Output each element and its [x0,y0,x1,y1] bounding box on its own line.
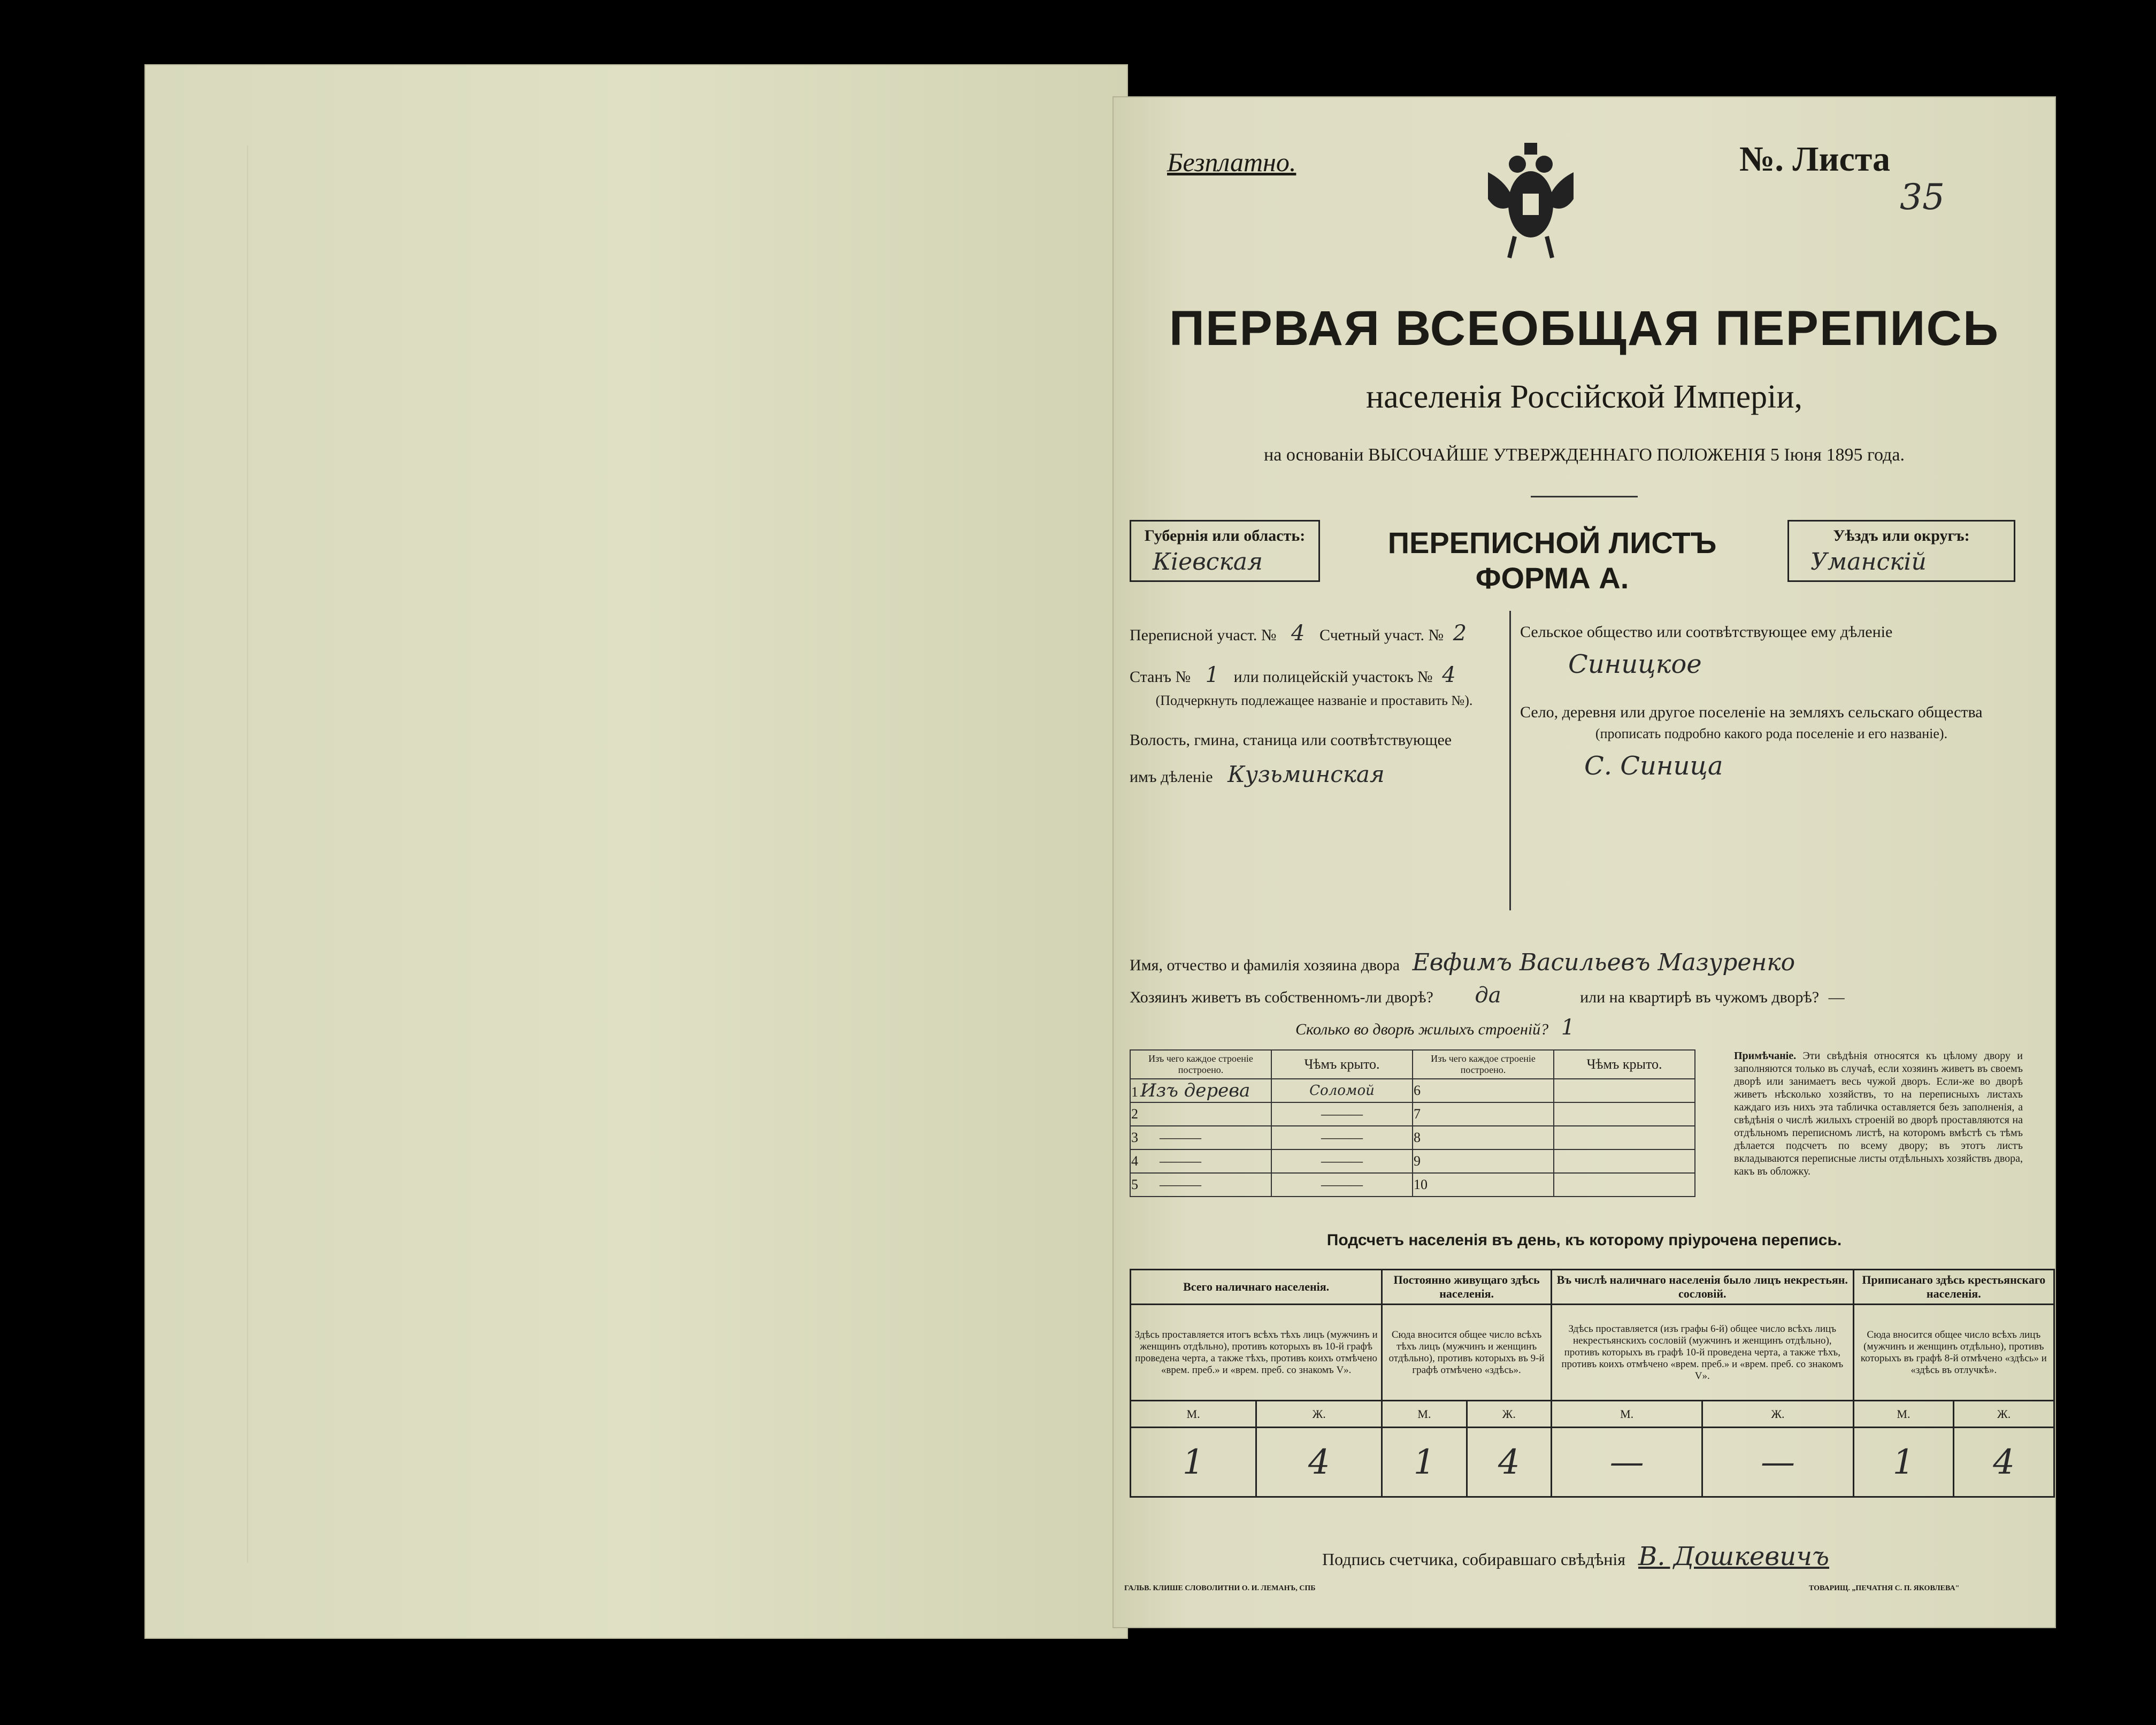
count-desc-registered: Сюда вносится общее число всѣхъ лицъ (мужчинъ и женщинъ отдѣльно), противъ которыхъ въ графѣ 8-й отмѣчено «здѣсь» и «здѣсь въ отлучкѣ». [1853,1305,2054,1401]
signature-row [1322,1542,1829,1571]
stan-label: Станъ № [1130,668,1191,686]
buildings-table [1130,1049,1695,1197]
population-count-table [1130,1269,2055,1498]
row-number: 10 [1413,1173,1554,1197]
district-fields [1130,622,1499,789]
uezd-box [1787,520,2015,582]
roof-cell [1554,1173,1695,1197]
note-block [1734,1049,2023,1178]
uezd-label: Уѣздъ или округъ: [1833,527,1970,545]
permanent-female-value: 4 [1467,1428,1551,1497]
material-value: Изъ дерева [1140,1080,1250,1101]
roof-cell [1554,1126,1695,1149]
free-label: Безплатно. [1167,147,1296,177]
sheet-form: ФОРМА А. [1475,561,1629,595]
census-main-title: ПЕРВАЯ ВСЕОБЩАЯ ПЕРЕПИСЬ [1169,301,2000,356]
roof-value: Соломой [1271,1079,1413,1102]
owner-label: Имя, отчество и фамилія хозяина двора [1130,956,1400,974]
buildings-header-material: Изъ чего каждое строеніе построено. [1130,1050,1271,1079]
total-male-value: 1 [1131,1428,1256,1497]
society-label: Сельское общество или соотвѣтствующее ему дѣленіе [1520,623,1893,641]
count-head-non-peasant: Въ числѣ наличнаго населенія было лицъ некрестьян. сословій. [1551,1270,1853,1305]
roof-value: ——— [1271,1102,1413,1126]
row-number: 5 [1131,1177,1138,1192]
male-label: М. [1131,1401,1256,1428]
village-value: С. Синица [1584,751,1723,781]
registered-male-value: 1 [1853,1428,1954,1497]
census-area-row [1130,622,1499,647]
non-peasant-male-value: — [1551,1428,1702,1497]
table-row [1130,1102,1695,1126]
left-page [144,64,1128,1639]
uezd-value: Уманскій [1810,548,1927,576]
note-label: Примѣчаніе. [1734,1050,1797,1062]
table-row [1130,1173,1695,1197]
row-number: 6 [1413,1079,1554,1102]
female-label: Ж. [1467,1401,1551,1428]
material-value: ——— [1160,1177,1201,1192]
bleed-through-lines [247,145,1104,1563]
gubernia-label: Губернія или область: [1144,527,1306,545]
sheet-number-label: №. Листа [1739,140,1891,179]
police-note: (Подчеркнуть подлежащее названіе и проставить №). [1155,693,1473,708]
buildings-header-material-2: Изъ чего каждое строеніе построено. [1413,1050,1554,1079]
row-number: 2 [1131,1106,1138,1122]
row-number: 1 [1131,1084,1138,1100]
male-label: М. [1853,1401,1954,1428]
rent-value: — [1828,988,1845,1006]
census-area-value: 4 [1291,621,1305,646]
count-head-total: Всего наличнаго населенія. [1131,1270,1382,1305]
female-label: Ж. [1954,1401,2054,1428]
owner-fields [1130,948,2028,1045]
count-title: Подсчетъ населенія въ день, къ которому пріурочена перепись. [1326,1231,1842,1249]
ornament-divider [1531,496,1638,497]
stan-value: 1 [1205,663,1219,687]
roof-cell [1554,1079,1695,1102]
count-desc-non-peasant: Здѣсь проставляется (изъ графы 6-й) общее число всѣхъ лицъ некрестьянскихъ сословій (мужчинъ и женщинъ отдѣльно), противъ которыхъ въ графѣ 10-й проведена черта, а также тѣхъ, противъ коихъ отмѣчено «врем. преб.» и «врем. преб. со знакомъ V». [1551,1305,1853,1401]
volost-label-2: имъ дѣленіе [1130,768,1213,786]
count-area-value: 2 [1453,621,1467,646]
census-subtitle: населенія Россійской Имперіи, [1365,379,1803,415]
non-peasant-female-value: — [1702,1428,1853,1497]
permanent-male-value: 1 [1382,1428,1467,1497]
sheet-name-block [1328,525,1777,596]
roof-cell [1554,1102,1695,1126]
imperial-eagle-emblem [1477,135,1584,263]
gubernia-box [1130,520,1320,582]
buildings-row [1295,1013,2028,1045]
society-value: Синицкое [1568,649,1702,679]
female-label: Ж. [1256,1401,1382,1428]
buildings-header-roof: Чѣмъ крыто. [1271,1050,1413,1079]
field-divider [1509,611,1511,910]
table-row [1130,1149,1695,1173]
male-label: М. [1551,1401,1702,1428]
material-value: ——— [1160,1153,1201,1169]
row-number: 7 [1413,1102,1554,1126]
volost-label: Волость, гмина, станица или соотвѣтствующее [1130,731,1452,749]
village-label: Село, деревня или другое поселеніе на земляхъ сельскаго общества [1520,703,1983,721]
volost-value: Кузьминская [1227,761,1385,787]
census-sheet-page [1112,96,2056,1628]
count-head-registered: Приписанаго здѣсь крестьянскаго населенія. [1853,1270,2054,1305]
count-head-permanent: Постоянно живущаго здѣсь населенія. [1382,1270,1552,1305]
row-number: 9 [1413,1149,1554,1173]
own-yard-label: Хозяинъ живетъ въ собственномъ-ли дворѣ? [1130,988,1433,1006]
owner-row [1130,948,2028,980]
buildings-header-roof-2: Чѣмъ крыто. [1554,1050,1695,1079]
roof-value: ——— [1271,1149,1413,1173]
printer-left: ГАЛЬВ. КЛИШЕ СЛОВОЛИТНИ О. И. ЛЕМАНЪ, СПБ [1124,1584,1316,1592]
registered-female-value: 4 [1954,1428,2054,1497]
buildings-label: Сколько во дворѣ жилыхъ строеній? [1295,1021,1549,1038]
roof-cell [1554,1149,1695,1173]
printer-right: ТОВАРИЩ. „ПЕЧАТНЯ С. П. ЯКОВЛЕВА" [1809,1584,1960,1592]
roof-value: ——— [1271,1126,1413,1149]
census-area-label: Переписной участ. № [1130,626,1277,644]
census-basis: на основаніи ВЫСОЧАЙШЕ УТВЕРЖДЕННАГО ПОЛОЖЕНІЯ 5 Іюня 1895 года. [1264,445,1905,465]
roof-value: ——— [1271,1173,1413,1197]
village-note: (прописать подробно какого рода поселеніе и его названіе). [1595,726,1948,741]
sheet-number-value: 35 [1900,177,1945,218]
buildings-value: 1 [1561,1015,1575,1040]
signature-label: Подпись счетчика, собиравшаго свѣдѣнія [1322,1550,1626,1569]
row-number: 3 [1131,1130,1138,1145]
row-number: 8 [1413,1126,1554,1149]
volost-row [1130,763,1499,789]
yard-row [1130,980,2028,1013]
owner-value: Евфимъ Васильевъ Мазуренко [1412,949,1796,976]
female-label: Ж. [1702,1401,1853,1428]
gubernia-value: Кіевская [1153,548,1263,576]
signature-value: В. Дошкевичъ [1638,1542,1829,1571]
police-label: или полицейскій участокъ № [1233,668,1433,686]
note-text: Эти свѣдѣнія относятся къ цѣлому двору и заполняются только въ случаѣ, если хозяинъ живетъ въ своемъ дворѣ или занимаетъ весь чужой дворъ. Если-же во дворѣ живетъ нѣсколько хозяйствъ, то на переписныхъ листахъ каждаго изъ нихъ эта табличка оставляется безъ заполненія, а свѣдѣнія о числѣ жилыхъ строеній во дворѣ проставляются на отдѣльномъ переписномъ листѣ, на которомъ вмѣстѣ съ тѣмъ дѣлается подсчетъ по всему двору; въ этотъ листъ вкладываются переписные листы отдѣльныхъ хозяйствъ двора, какъ въ обложку. [1734,1050,2023,1177]
society-fields [1520,622,2023,781]
material-value: ——— [1160,1130,1201,1145]
count-area-label: Счетный участ. № [1319,626,1444,644]
table-row [1130,1079,1695,1102]
sheet-name: ПЕРЕПИСНОЙ ЛИСТЪ [1387,526,1717,559]
sheet-number [1739,139,1945,218]
total-female-value: 4 [1256,1428,1382,1497]
count-desc-total: Здѣсь проставляется итогъ всѣхъ тѣхъ лицъ (мужчинъ и женщинъ отдѣльно), противъ которыхъ въ 10-й графѣ проведена черта, а также тѣхъ, противъ коихъ отмѣчено «врем. преб.» и «врем. преб. со знакомъ V». [1131,1305,1382,1401]
police-value: 4 [1442,663,1456,687]
count-desc-permanent: Сюда вносится общее число всѣхъ тѣхъ лицъ (мужчинъ и женщинъ отдѣльно), противъ которыхъ въ 9-й графѣ отмѣчено «здѣсь». [1382,1305,1552,1401]
row-number: 4 [1131,1153,1138,1169]
stan-row [1130,663,1499,689]
male-label: М. [1382,1401,1467,1428]
own-yard-value: да [1475,983,1501,1008]
rent-label: или на квартирѣ въ чужомъ дворѣ? [1580,988,1820,1006]
table-row [1130,1126,1695,1149]
